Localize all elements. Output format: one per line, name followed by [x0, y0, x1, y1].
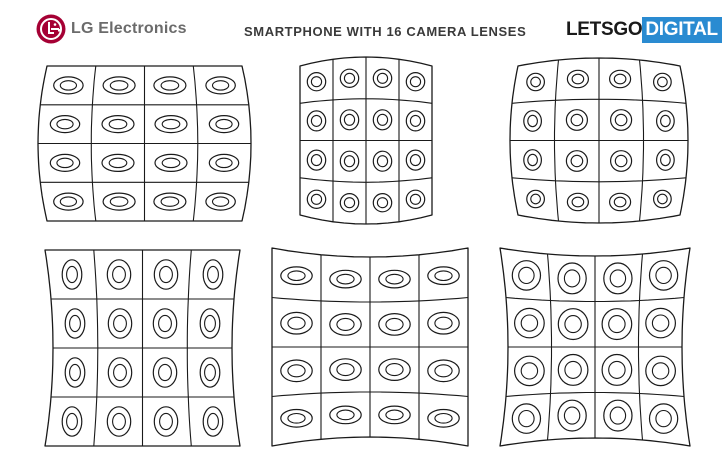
lens-outer-ring	[379, 270, 410, 288]
lens-icon	[406, 111, 424, 131]
lens-icon	[281, 312, 312, 334]
lens-outer-ring	[154, 260, 177, 289]
lens-outer-ring	[379, 359, 410, 381]
lens-outer-ring	[428, 267, 459, 285]
lens-outer-ring	[154, 193, 186, 210]
lens-icon	[602, 355, 632, 386]
lens-outer-ring	[373, 151, 391, 171]
lens-icon	[209, 154, 238, 171]
lens-icon	[428, 312, 459, 334]
lens-outer-ring	[153, 309, 176, 338]
lens-icon	[200, 358, 220, 387]
lens-outer-ring	[307, 190, 325, 208]
lens-outer-ring	[604, 400, 632, 431]
lens-icon	[428, 410, 459, 428]
lens-outer-ring	[406, 150, 424, 170]
lens-outer-ring	[281, 410, 312, 428]
lens-outer-ring	[108, 309, 131, 338]
lens-outer-ring	[515, 308, 545, 337]
lens-icon	[54, 193, 83, 210]
lens-outer-ring	[154, 77, 186, 94]
lens-icon	[524, 150, 542, 171]
lens-icon	[153, 309, 176, 338]
lens-icon	[515, 308, 545, 337]
lens-icon	[108, 309, 131, 338]
lens-icon	[108, 358, 131, 387]
lens-icon	[102, 116, 134, 133]
lens-icon	[379, 270, 410, 288]
lens-icon	[62, 407, 82, 436]
lens-icon	[646, 308, 676, 337]
lens-icon	[558, 400, 586, 431]
lens-outer-ring	[558, 309, 588, 340]
lens-outer-ring	[281, 312, 312, 334]
lens-outer-ring	[428, 312, 459, 334]
lens-icon	[512, 404, 540, 433]
lens-icon	[527, 73, 545, 90]
lens-icon	[428, 360, 459, 382]
lens-icon	[566, 110, 587, 131]
lens-outer-ring	[604, 263, 632, 294]
page-title: SMARTPHONE WITH 16 CAMERA LENSES	[244, 24, 527, 39]
lens-icon	[206, 193, 235, 210]
lens-outer-ring	[527, 73, 545, 90]
lens-outer-ring	[65, 309, 85, 338]
lens-outer-ring	[558, 263, 586, 294]
brand-logo-left: LETSGO	[566, 19, 643, 40]
company-name: LG Electronics	[71, 20, 187, 37]
lens-icon	[307, 190, 325, 208]
lens-icon	[307, 150, 325, 170]
lens-icon	[200, 309, 220, 338]
lens-outer-ring	[107, 260, 130, 289]
lens-icon	[102, 154, 134, 171]
lens-icon	[657, 111, 675, 132]
lens-icon	[602, 309, 632, 340]
lens-icon	[654, 190, 672, 207]
lens-icon	[65, 358, 85, 387]
lens-outer-ring	[406, 111, 424, 131]
lens-icon	[611, 110, 632, 131]
lens-icon	[610, 193, 631, 210]
lens-icon	[62, 260, 82, 289]
lens-outer-ring	[379, 314, 410, 336]
lens-outer-ring	[373, 110, 391, 130]
lens-outer-ring	[107, 407, 130, 436]
lens-outer-ring	[330, 314, 361, 336]
lens-icon	[611, 151, 632, 172]
lens-icon	[406, 150, 424, 170]
lens-icon	[281, 410, 312, 428]
brand-logo-right: DIGITAL	[642, 17, 721, 43]
lens-outer-ring	[611, 110, 632, 131]
lens-icon	[330, 314, 361, 336]
lens-outer-ring	[307, 73, 325, 91]
lens-outer-ring	[602, 309, 632, 340]
lens-outer-ring	[62, 260, 82, 289]
lens-icon	[50, 154, 79, 171]
lens-icon	[657, 150, 675, 171]
lens-icon	[373, 69, 391, 87]
lens-outer-ring	[373, 194, 391, 212]
lens-outer-ring	[281, 360, 312, 382]
lens-icon	[512, 261, 540, 290]
lens-outer-ring	[330, 270, 361, 288]
figure-pincushion-top-bottom	[272, 248, 468, 446]
lens-outer-ring	[602, 355, 632, 386]
lens-icon	[428, 267, 459, 285]
figure-pincushion-sides	[45, 250, 240, 446]
lens-icon	[406, 73, 424, 91]
lens-outer-ring	[340, 110, 358, 130]
figure-barrel-horizontal	[38, 66, 251, 221]
lens-icon	[340, 110, 358, 130]
lens-outer-ring	[558, 400, 586, 431]
lens-icon	[330, 406, 361, 424]
lens-outer-ring	[155, 154, 187, 171]
lens-outer-ring	[200, 309, 220, 338]
lens-icon	[373, 194, 391, 212]
lens-outer-ring	[200, 358, 220, 387]
lens-icon	[610, 70, 631, 87]
lens-icon	[558, 263, 586, 294]
lens-outer-ring	[340, 194, 358, 212]
lens-outer-ring	[203, 407, 223, 436]
lens-outer-ring	[206, 193, 235, 210]
lens-outer-ring	[646, 356, 676, 385]
lens-icon	[154, 77, 186, 94]
lens-icon	[103, 77, 135, 94]
lens-icon	[206, 77, 235, 94]
lens-icon	[650, 404, 678, 433]
lens-icon	[646, 356, 676, 385]
lens-outer-ring	[566, 151, 587, 172]
lens-icon	[604, 400, 632, 431]
lens-outer-ring	[281, 267, 312, 285]
lens-outer-ring	[206, 77, 235, 94]
lens-icon	[307, 73, 325, 91]
lens-outer-ring	[102, 154, 134, 171]
lens-icon	[209, 116, 238, 133]
figure-pincushion-full	[500, 248, 690, 446]
lens-outer-ring	[373, 69, 391, 87]
lens-outer-ring	[54, 193, 83, 210]
lens-outer-ring	[527, 190, 545, 207]
lens-icon	[604, 263, 632, 294]
lens-outer-ring	[103, 77, 135, 94]
lens-icon	[307, 111, 325, 131]
lens-icon	[281, 267, 312, 285]
lens-icon	[65, 309, 85, 338]
figure-barrel-top-bottom	[300, 57, 432, 224]
lens-outer-ring	[54, 77, 83, 94]
lens-outer-ring	[379, 406, 410, 424]
lens-icon	[54, 77, 83, 94]
lens-outer-ring	[515, 356, 545, 385]
lens-icon	[107, 260, 130, 289]
lens-outer-ring	[102, 116, 134, 133]
lens-icon	[379, 314, 410, 336]
lens-outer-ring	[646, 308, 676, 337]
lens-outer-ring	[567, 70, 588, 87]
lens-outer-ring	[155, 116, 187, 133]
lens-icon	[154, 193, 186, 210]
lens-icon	[515, 356, 545, 385]
lens-icon	[650, 261, 678, 290]
lens-icon	[373, 110, 391, 130]
lens-icon	[379, 359, 410, 381]
lens-outer-ring	[558, 355, 588, 386]
lens-icon	[203, 407, 223, 436]
lens-outer-ring	[203, 260, 223, 289]
lens-outer-ring	[330, 359, 361, 381]
lens-icon	[340, 69, 358, 87]
lens-icon	[154, 260, 177, 289]
lens-icon	[155, 116, 187, 133]
lens-icon	[340, 194, 358, 212]
lens-outer-ring	[654, 73, 672, 90]
lens-outer-ring	[108, 358, 131, 387]
lens-outer-ring	[154, 407, 177, 436]
lens-outer-ring	[50, 116, 79, 133]
lens-icon	[558, 355, 588, 386]
lens-icon	[558, 309, 588, 340]
lens-icon	[654, 73, 672, 90]
lens-outer-ring	[610, 70, 631, 87]
lens-outer-ring	[512, 261, 540, 290]
lens-outer-ring	[650, 404, 678, 433]
lens-outer-ring	[657, 111, 675, 132]
lens-icon	[103, 193, 135, 210]
lens-icon	[153, 358, 176, 387]
lens-outer-ring	[65, 358, 85, 387]
lens-outer-ring	[650, 261, 678, 290]
lens-outer-ring	[103, 193, 135, 210]
lens-icon	[373, 151, 391, 171]
lens-icon	[379, 406, 410, 424]
lens-outer-ring	[406, 190, 424, 208]
lens-icon	[340, 151, 358, 171]
lens-outer-ring	[62, 407, 82, 436]
lens-icon	[155, 154, 187, 171]
lens-icon	[566, 151, 587, 172]
lens-outer-ring	[340, 69, 358, 87]
figure-barrel-full	[510, 58, 688, 223]
lens-icon	[330, 270, 361, 288]
lens-icon	[524, 111, 542, 132]
lens-icon	[527, 190, 545, 207]
lens-outer-ring	[340, 151, 358, 171]
lens-icon	[50, 116, 79, 133]
lens-outer-ring	[524, 150, 542, 171]
lens-outer-ring	[406, 73, 424, 91]
lens-outer-ring	[428, 360, 459, 382]
lens-outer-ring	[610, 193, 631, 210]
lens-outer-ring	[307, 150, 325, 170]
lens-icon	[154, 407, 177, 436]
lens-icon	[203, 260, 223, 289]
lens-outer-ring	[209, 116, 238, 133]
lens-icon	[406, 190, 424, 208]
lens-outer-ring	[153, 358, 176, 387]
lens-icon	[330, 359, 361, 381]
lens-outer-ring	[428, 410, 459, 428]
lens-icon	[107, 407, 130, 436]
lens-outer-ring	[657, 150, 675, 171]
lens-outer-ring	[512, 404, 540, 433]
lens-outer-ring	[611, 151, 632, 172]
lens-outer-ring	[330, 406, 361, 424]
lens-outer-ring	[307, 111, 325, 131]
lens-outer-ring	[567, 193, 588, 210]
lens-icon	[567, 70, 588, 87]
lens-icon	[281, 360, 312, 382]
lens-outer-ring	[654, 190, 672, 207]
lens-outer-ring	[50, 154, 79, 171]
lens-outer-ring	[566, 110, 587, 131]
lens-outer-ring	[524, 111, 542, 132]
lens-outer-ring	[209, 154, 238, 171]
lens-icon	[567, 193, 588, 210]
